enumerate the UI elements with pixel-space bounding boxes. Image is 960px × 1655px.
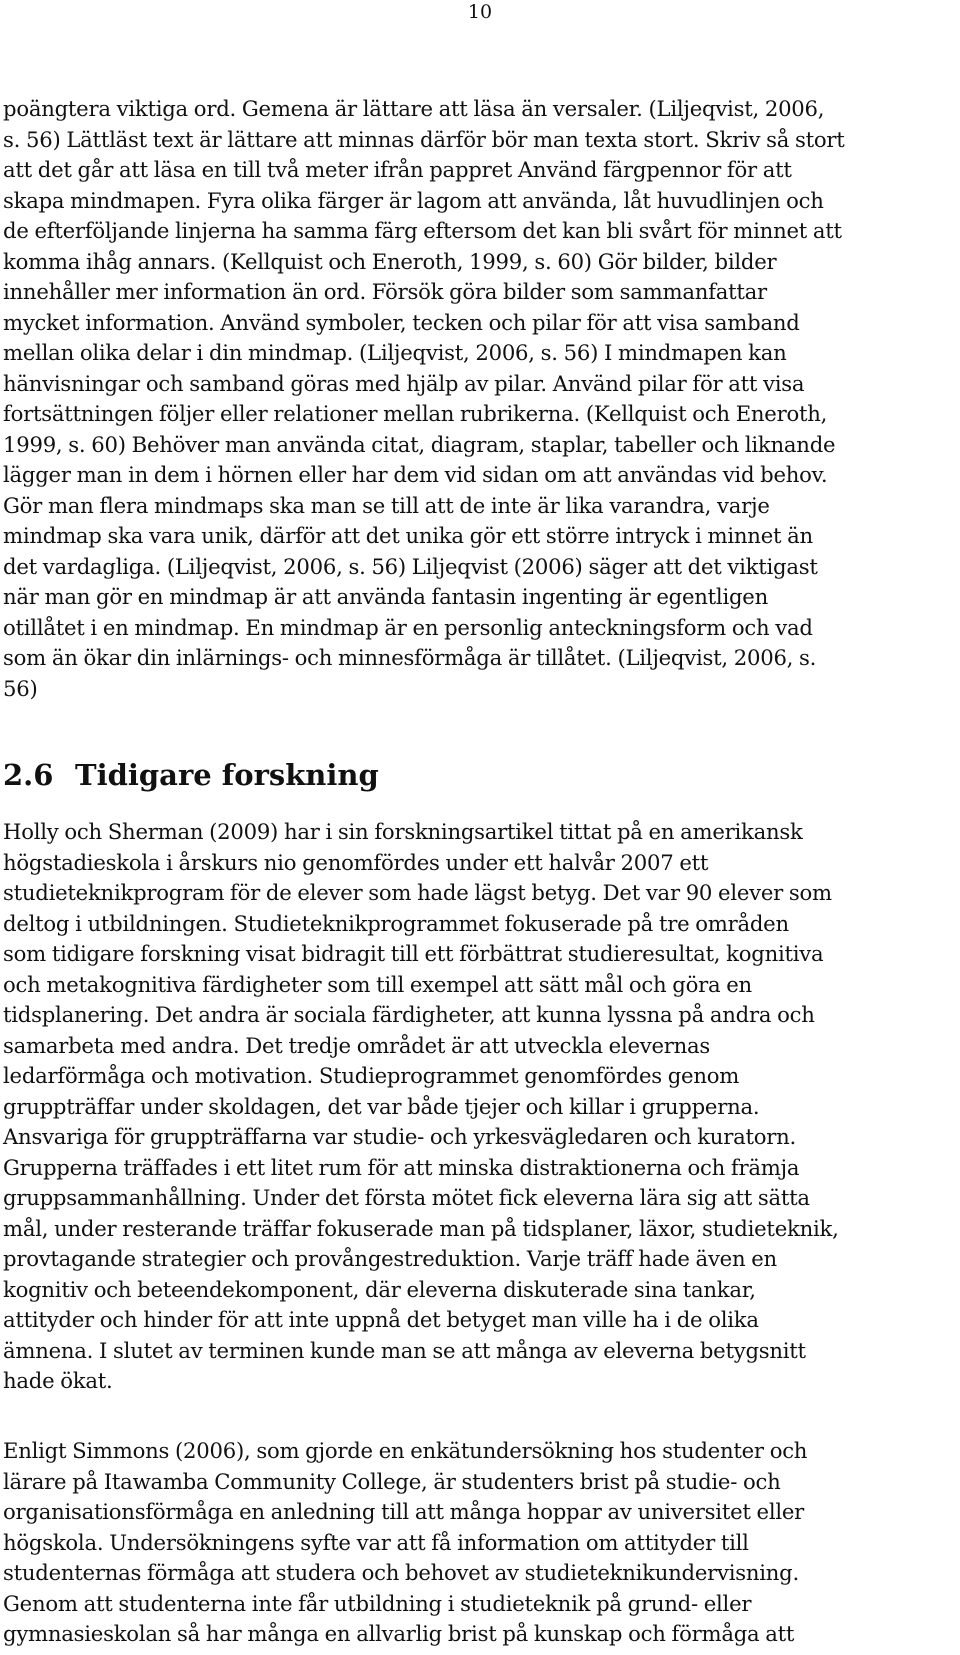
text-line: otillåtet i en mindmap. En mindmap är en personlig anteckningsform och vad (3, 614, 813, 640)
text-line: provtagande strategier och provångestreduktion. Varje träff hade även en (3, 1246, 777, 1271)
text-line: mål, under resterande träffar fokuserade man på tidsplaner, läxor, studieteknik, (3, 1215, 839, 1241)
text-line: gruppsammanhållning. Under det första mötet fick eleverna lära sig att sätta (3, 1185, 810, 1210)
text-line: tidsplanering. Det andra är sociala färdigheter, att kunna lyssna på andra och (3, 1002, 815, 1027)
text-line: deltog i utbildningen. Studieteknikprogrammet fokuserade på tre områden (3, 910, 789, 936)
text-line: 1999, s. 60) Behöver man använda citat, diagram, staplar, tabeller och liknande (3, 431, 836, 457)
text-line: mindmap ska vara unik, därför att det unika gör ett större intryck i minnet än (3, 523, 813, 548)
text-line: Genom att studenterna inte får utbildning i studieteknik på grund- eller (3, 1590, 752, 1616)
text-line: gymnasieskolan så har många en allvarlig brist på kunskap och förmåga att (3, 1621, 795, 1646)
text-line: högskola. Undersökningens syfte var att få information om attityder till (3, 1529, 749, 1555)
paragraph-holly-sherman (3, 817, 958, 1397)
text-line: skapa mindmapen. Fyra olika färger är lagom att använda, låt huvudlinjen och (3, 187, 824, 213)
text-line: högstadieskola i årskurs nio genomfördes under ett halvår 2007 ett (3, 849, 709, 875)
text-line: som tidigare forskning visat bidragit till ett förbättrat studieresultat, kognitiva (3, 941, 824, 966)
text-line: Enligt Simmons (2006), som gjorde en enkätundersökning hos studenter och (3, 1438, 808, 1463)
text-line: lärare på Itawamba Community College, är studenters brist på studie- och (3, 1468, 781, 1494)
paragraph-mindmap-tips (3, 94, 958, 704)
text-line: hade ökat. (3, 1368, 113, 1393)
text-line: mellan olika delar i din mindmap. (Liljeqvist, 2006, s. 56) I mindmapen kan (3, 340, 787, 365)
text-line: ämnena. I slutet av terminen kunde man se att många av eleverna betygsnitt (3, 1337, 806, 1363)
text-line: s. 56) Lättläst text är lättare att minnas därför bör man texta stort. Skriv så stort (3, 126, 845, 152)
text-line: kognitiv och beteendekomponent, där eleverna diskuterade sina tankar, (3, 1276, 756, 1302)
text-line: Ansvariga för gruppträffarna var studie- och yrkesvägledaren och kuratorn. (3, 1124, 796, 1149)
section-number: 2.6 (3, 758, 54, 792)
text-line: Holly och Sherman (2009) har i sin forskningsartikel tittat på en amerikansk (3, 819, 803, 844)
text-line: det vardagliga. (Liljeqvist, 2006, s. 56) Liljeqvist (2006) säger att det viktigast (3, 553, 818, 579)
text-line: studenternas förmåga att studera och behovet av studieteknikundervisning. (3, 1560, 799, 1585)
text-line: lägger man in dem i hörnen eller har dem vid sidan om att användas vid behov. (3, 462, 828, 487)
text-line: studieteknikprogram för de elever som hade lägst betyg. Det var 90 elever som (3, 880, 832, 905)
section-title: Tidigare forskning (75, 758, 379, 792)
text-line: att det går att läsa en till två meter ifrån pappret Använd färgpennor för att (3, 157, 792, 182)
text-line: komma ihåg annars. (Kellquist och Eneroth, 1999, s. 60) Gör bilder, bilder (3, 248, 777, 274)
text-line: innehåller mer information än ord. Försök göra bilder som sammanfattar (3, 279, 767, 304)
text-line: de efterföljande linjerna ha samma färg eftersom det kan bli svårt för minnet att (3, 218, 842, 243)
text-line: organisationsförmåga en anledning till att många hoppar av universitet eller (3, 1499, 805, 1524)
text-line: ledarförmåga och motivation. Studieprogrammet genomfördes genom (3, 1063, 740, 1088)
text-line: hänvisningar och samband göras med hjälp av pilar. Använd pilar för att visa (3, 370, 805, 396)
text-line: Gör man flera mindmaps ska man se till att de inte är lika varandra, varje (3, 492, 770, 518)
text-line: Grupperna träffades i ett litet rum för att minska distraktionerna och främja (3, 1154, 800, 1180)
page-number: 10 (467, 1, 493, 23)
text-line: attityder och hinder för att inte uppnå det betyget man ville ha i de olika (3, 1307, 759, 1332)
text-line: gruppträffar under skoldagen, det var både tjejer och killar i grupperna. (3, 1093, 760, 1119)
text-line: mycket information. Använd symboler, tecken och pilar för att visa samband (3, 309, 800, 335)
text-line: och metakognitiva färdigheter som till exempel att sätt mål och göra en (3, 971, 752, 997)
paragraph-simmons (3, 1436, 958, 1650)
text-line: när man gör en mindmap är att använda fantasin ingenting är egentligen (3, 584, 768, 609)
text-line: samarbeta med andra. Det tredje området är att utveckla elevernas (3, 1032, 711, 1058)
text-line: som än ökar din inlärnings- och minnesförmåga är tillåtet. (Liljeqvist, 2006, s. (3, 645, 817, 670)
text-line: 56) (3, 675, 38, 701)
text-line: fortsättningen följer eller relationer mellan rubrikerna. (Kellquist och Eneroth, (3, 401, 828, 426)
section-heading (3, 757, 379, 793)
text-line: poängtera viktiga ord. Gemena är lättare att läsa än versaler. (Liljeqvist, 2006, (3, 96, 825, 121)
